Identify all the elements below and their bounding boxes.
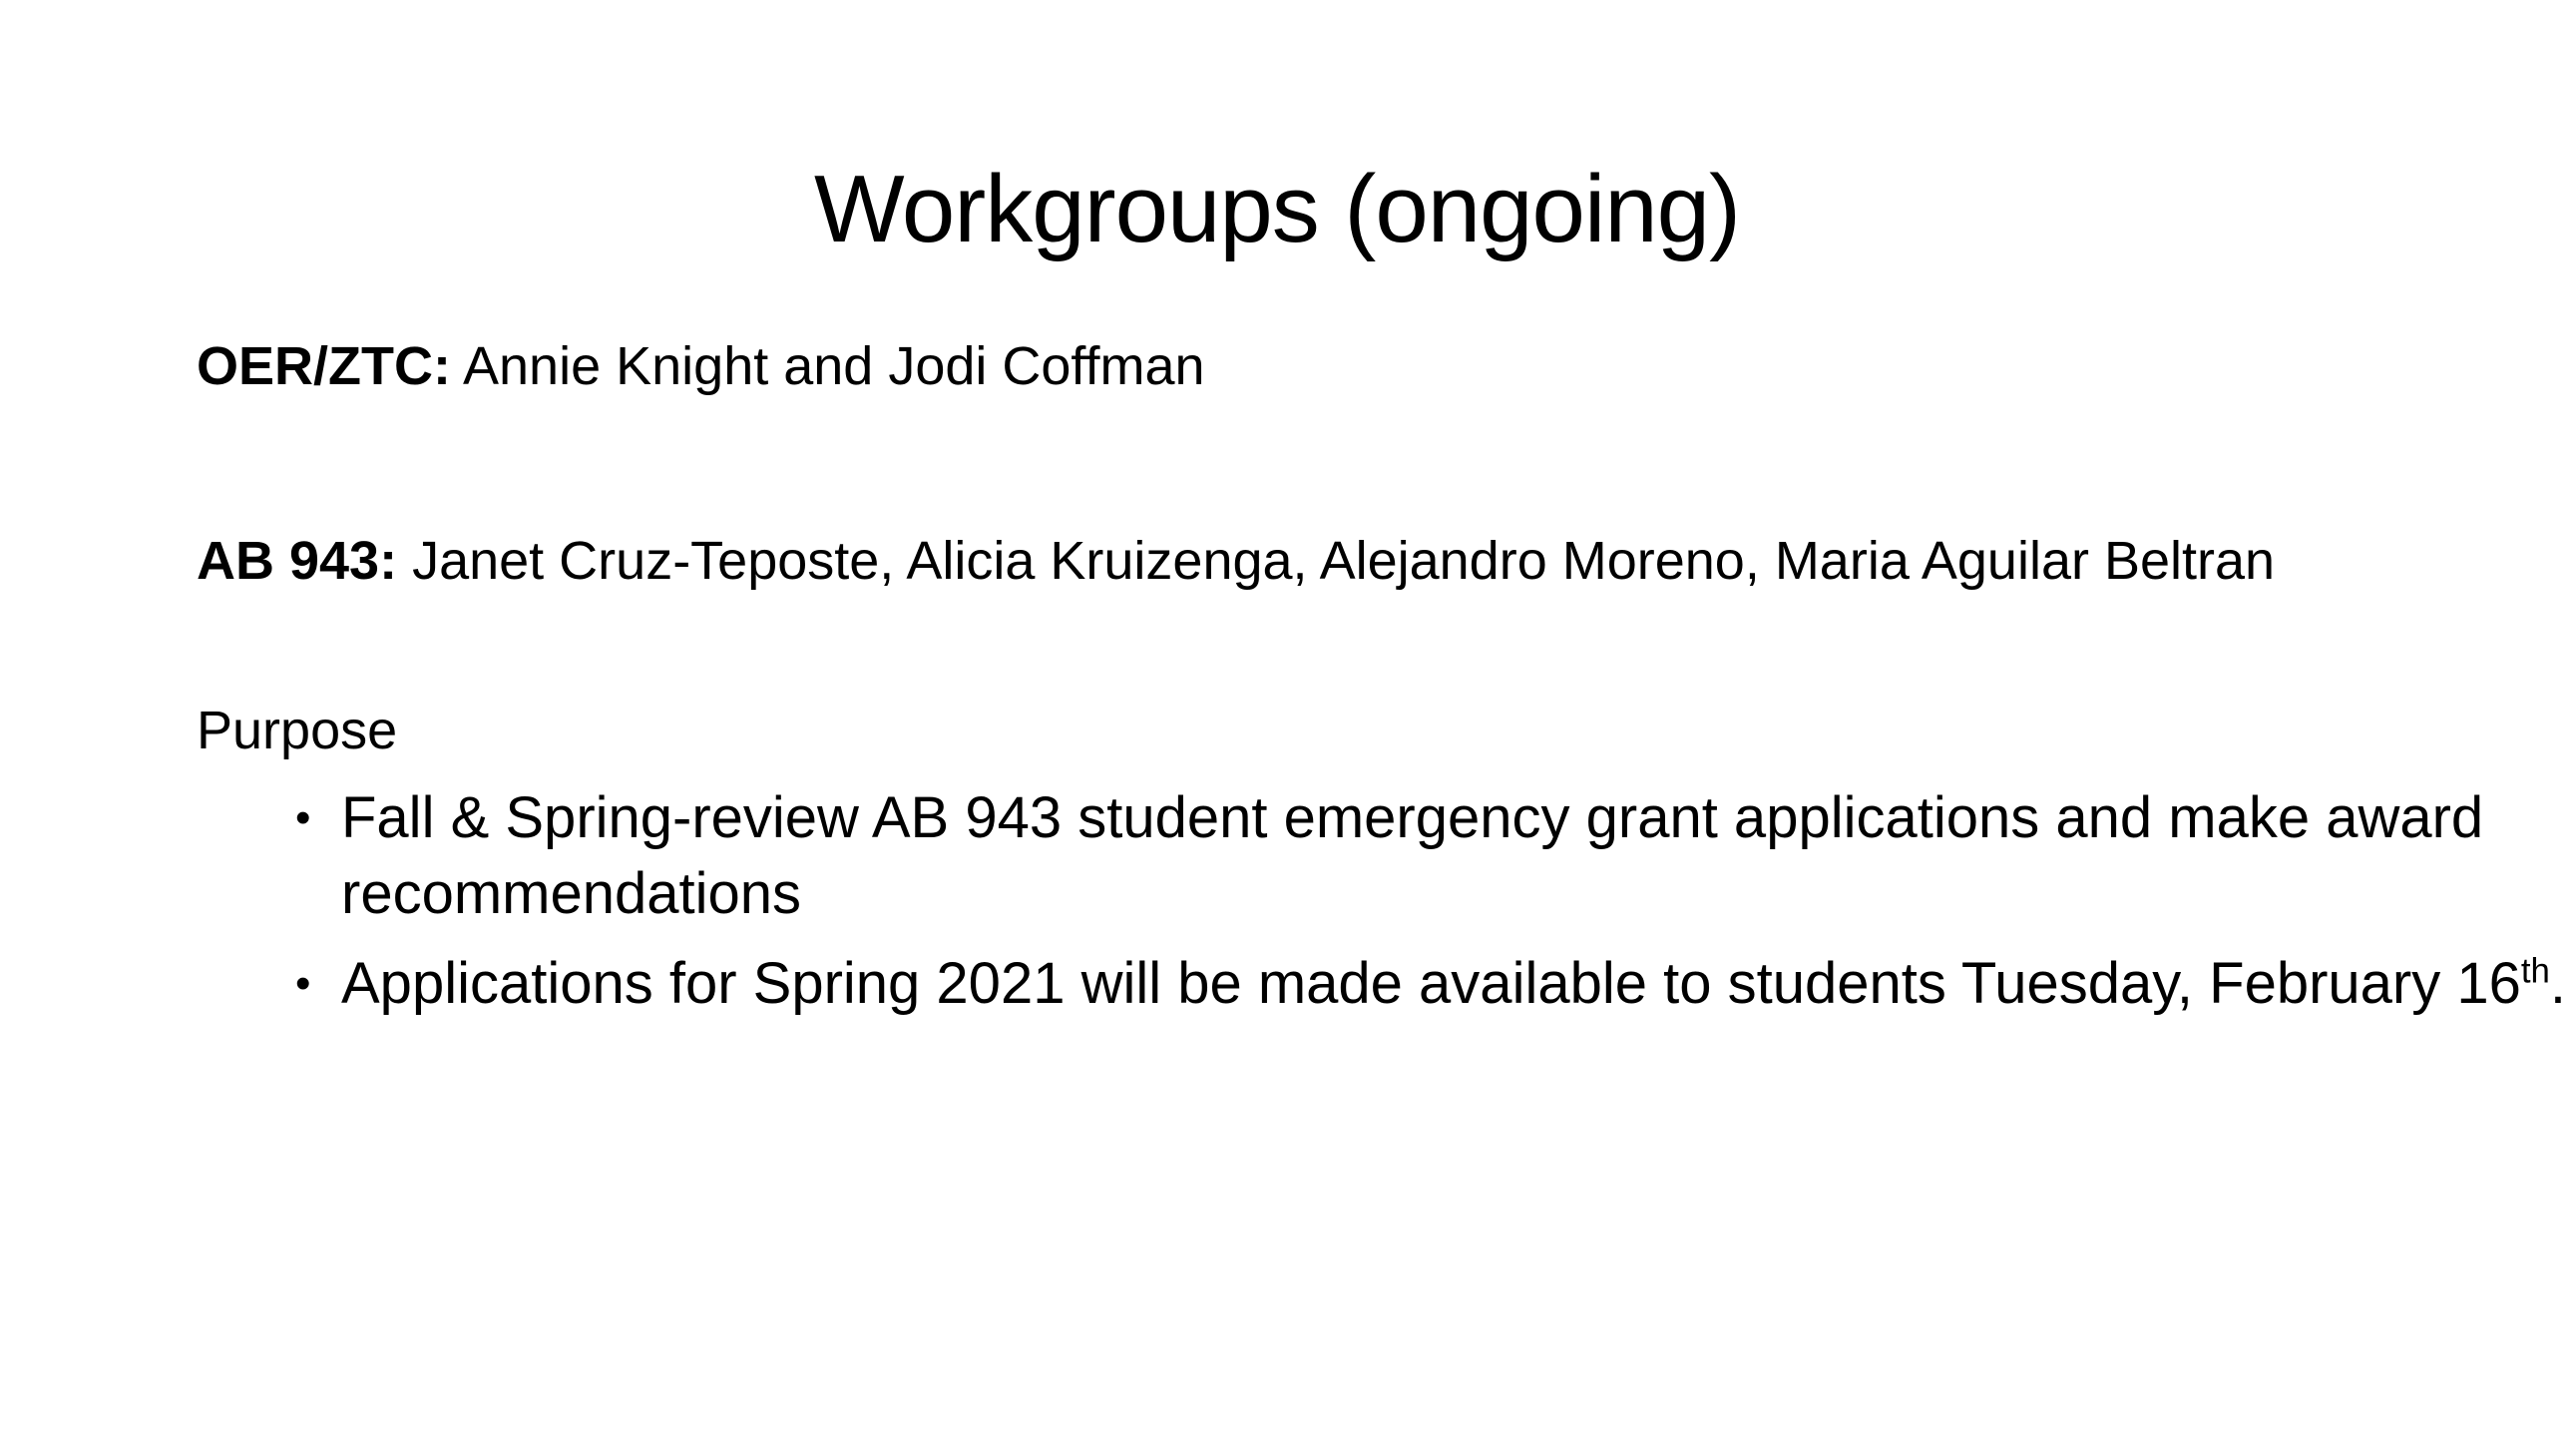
purpose-bullet-list xyxy=(295,780,2576,1036)
bullet-icon: • xyxy=(295,793,311,842)
purpose-bullet-applications xyxy=(295,946,2576,1022)
purpose-bullet-review xyxy=(295,780,2576,932)
oer-ztc-label: OER/ZTC: xyxy=(197,336,451,396)
sentence-period: . xyxy=(2549,951,2567,1016)
slide-title: Workgroups (ongoing) xyxy=(813,156,1741,262)
oer-ztc-workgroup xyxy=(197,331,2391,401)
ab943-workgroup xyxy=(197,526,2342,596)
ab943-label: AB 943: xyxy=(197,531,398,591)
oer-ztc-members: Annie Knight and Jodi Coffman xyxy=(450,336,1205,396)
purpose-bullet-review-text: Fall & Spring-review AB 943 student emergency grant applications and make award recommendations xyxy=(341,785,2484,926)
ab943-members: Janet Cruz-Teposte, Alicia Kruizenga, Alejandro Moreno, Maria Aguilar Beltran xyxy=(397,531,2276,591)
bullet-icon: • xyxy=(295,959,311,1008)
purpose-heading: Purpose xyxy=(197,701,398,760)
ordinal-superscript: th xyxy=(2520,951,2550,991)
purpose-bullet-applications-text: Applications for Spring 2021 will be made available to students Tuesday, February 16 xyxy=(341,951,2521,1016)
